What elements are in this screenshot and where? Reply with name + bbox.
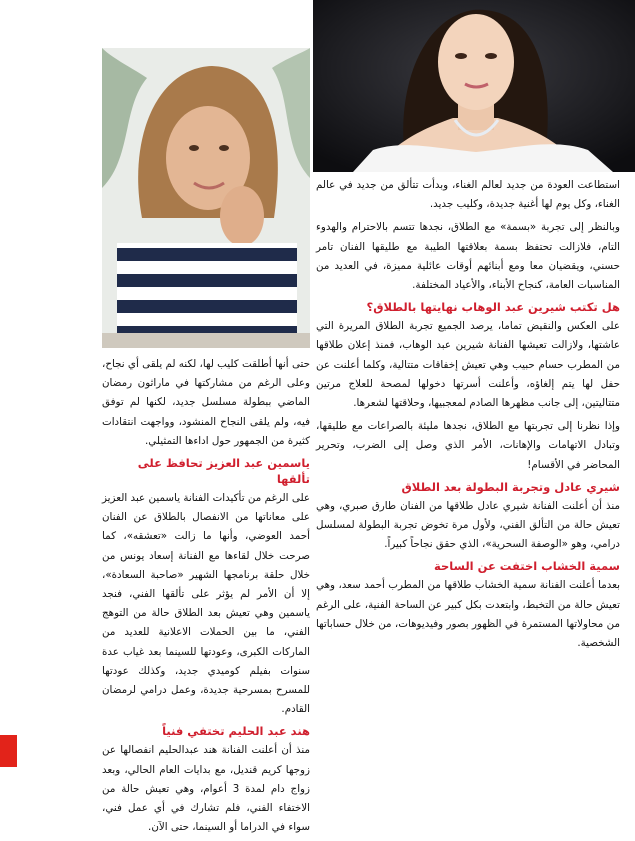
article-column-left: [102, 355, 310, 841]
section-heading: ياسمين عبد العزيز تحافظ على تألقها: [137, 456, 310, 487]
section-heading: هل تكتب شيرين عبد الوهاب نهايتها بالطلاق؟: [366, 300, 620, 315]
section-heading: شيري عادل وتجربة البطولة بعد الطلاق: [401, 479, 620, 494]
page-edge-marker: [0, 735, 17, 767]
article-column-right: [316, 176, 620, 657]
photo-woman-striped-top: [102, 48, 310, 348]
paragraph: حتى أنها أطلقت كليب لها، لكنه لم يلقى أي نجاح، وعلى الرغم من مشاركتها في ماراثون رمضان الماضي ببطولة مسلسل جديد، لكنها لم توفق فيه، ولم يلقى النجاح المنشود، وواجهت انتقادات كثيرة من الجمهور حول اداءها التمثيلي.: [102, 358, 310, 447]
paragraph: بعدما أعلنت الفنانة سمية الخشاب طلاقها من المطرب أحمد سعد، وهي تعيش حالة من التخبط، وابتعدت بكل كبير عن الساحة الفنية، على الرغم من محاولاتها المستمرة في الظهور بصور وفيديوهات، من خلال حساباتها الشخصية.: [316, 579, 620, 650]
paragraph: منذ أن أعلنت الفنانة هند عبدالحليم انفصالها عن زوجها كريم قنديل، مع بدايات العام الحالي، وبعد زواج دام لمدة 3 أعوام، وهي تعيش حالة من الاختفاء الفني، فلم تشارك في أي عمل فني، سواء في الدراما أو السينما، حتى الآن.: [102, 744, 310, 834]
paragraph: منذ أن أعلنت الفنانة شيري عادل طلاقها من الفنان طارق صبري، وهي تعيش حالة من التألق الفني، ولأول مرة تخوض تجربة البطولة لمسلسل درامي، وهو «الوصفة السحرية»، الذي حقق نجاحاً كبيراً.: [316, 499, 620, 551]
photo-woman-white-dress: [313, 0, 635, 172]
paragraph: استطاعت العودة من جديد لعالم الغناء، وبدأت تتألق من جديد في عالم الغناء، وكل يوم لها أغنية جديدة، وكليب جديد.: [316, 179, 620, 211]
paragraph: وإذا نظرنا إلى تجربتها مع الطلاق، نجدها مليئة بالصراعات مع طليقها، وتبادل الاتهامات والإهانات، الأمر الذي وصل إلى الضرب، وتحرير المحاضر في الأقسام!: [316, 420, 620, 471]
section-heading: سمية الخشاب اختفت عن الساحة: [434, 559, 620, 574]
paragraph: وبالنظر إلى تجربة «بسمة» مع الطلاق، نجدها تتسم بالاحترام والهدوء التام، فلازالت تحتفظ بسمة بعلاقتها الطيبة مع طليقها الفنان تامر حسني، ويقضيان معا ومع أبنائهم أوقات عائلية مميزة، في العديد من المناسبات العامة، كنجاح الأبناء، والأعياد المختلفة.: [316, 221, 620, 292]
section-heading: هند عبد الحليم تختفي فنياً: [162, 724, 310, 739]
paragraph: على الرغم من تأكيدات الفنانة ياسمين عبد العزيز على معاناتها من الانفصال بالطلاق عن الفنان أحمد العوضي، وأنها ما زالت «تعشقه»، كما صرحت خلال لقاءها مع الفنانة إسعاد يونس من خلال حلقة برنامجها الشهير «صاحبة السعادة»، إلا أن الأمر لم يؤثر على تألقها الفني، فنجد ياسمين وهي تعيش بعد الطلاق حالة من التوهج الفني، ما بين الحملات الاعلانية للعديد من الماركات الكبرى، وعودتها للسينما بعد غياب عدة سنوات بفيلم كوميدي جديد، وكذلك عودتها للمسرح بمسرحية جديدة، وعمل درامي لرمضان القادم.: [102, 492, 310, 716]
paragraph: على العكس والنقيض تماما، يرصد الجميع تجربة الطلاق المريرة التي عاشتها، ولازالت تعيشها الفنانة شيرين عبد الوهاب، فمنذ إعلان طلاقها من المطرب حسام حبيب وهي تعيش إخفاقات متتالية، وكلما أعلنت عن حفل لها يتم إلغاؤه، وأعلنت أسرتها دخولها لمصحة للعلاج مرتين متتاليتين، إلى جانب مظهرها الصادم لمعجبيها، وحلاقتها لشعرها.: [316, 320, 620, 410]
